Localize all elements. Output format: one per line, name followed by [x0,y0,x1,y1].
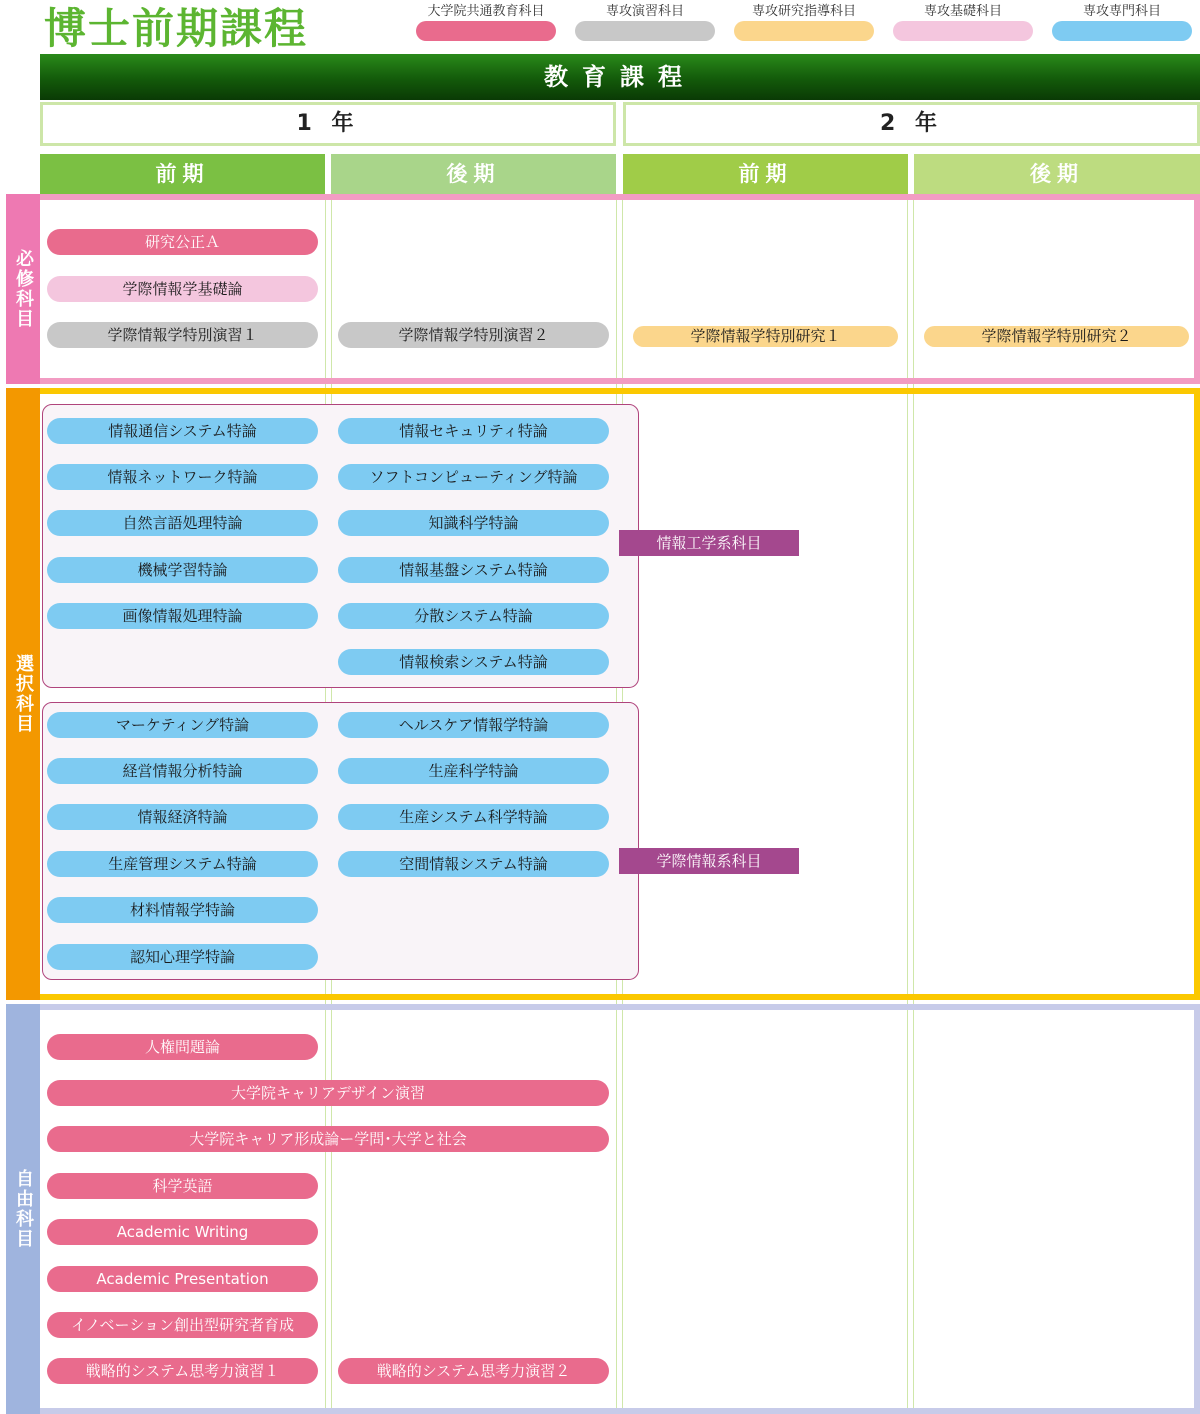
legend-label-specialized: 専攻専門科目 [1082,4,1161,19]
term-header-y2-first: 前期 [623,154,908,194]
legend-swatch-common [416,21,556,41]
course-human-rights: 人権問題論 [47,1034,318,1060]
course-healthcare-informatics: ヘルスケア情報学特論 [338,712,609,738]
term-header-y1-first: 前期 [40,154,325,194]
group-box-engineering [42,404,639,688]
section-frame-free [32,1004,1200,1414]
course-special-seminar-2: 学際情報学特別演習２ [338,322,609,348]
course-materials-informatics: 材料情報学特論 [47,897,318,923]
course-spatial-info-systems: 空間情報システム特論 [338,851,609,877]
page-title: 博士前期課程 [44,4,309,53]
course-strategic-systems-thinking-1: 戦略的システム思考力演習１ [47,1358,318,1384]
group-label-interdisciplinary: 学際情報系科目 [619,848,799,874]
course-science-english: 科学英語 [47,1173,318,1199]
legend-swatch-research [734,21,874,41]
course-career-formation: 大学院キャリア形成論ー学問･大学と社会 [47,1126,609,1152]
course-info-security: 情報セキュリティ特論 [338,418,609,444]
legend-swatch-basic [893,21,1033,41]
course-cognitive-psychology: 認知心理学特論 [47,944,318,970]
course-business-info-analysis: 経営情報分析特論 [47,758,318,784]
legend-swatch-specialized [1052,21,1192,41]
legend-label-common: 大学院共通教育科目 [427,4,545,19]
course-info-retrieval: 情報検索システム特論 [338,649,609,675]
curriculum-banner: 教育課程 [40,54,1200,100]
year-header-1: 1 年 [40,102,616,146]
course-production-science: 生産科学特論 [338,758,609,784]
course-info-comm-systems: 情報通信システム特論 [47,418,318,444]
course-special-research-1: 学際情報学特別研究１ [633,326,898,347]
legend-label-research: 専攻研究指導科目 [751,4,856,19]
course-strategic-systems-thinking-2: 戦略的システム思考力演習２ [338,1358,609,1384]
course-marketing: マーケティング特論 [47,712,318,738]
course-knowledge-science: 知識科学特論 [338,510,609,536]
course-special-seminar-1: 学際情報学特別演習１ [47,322,318,348]
course-machine-learning: 機械学習特論 [47,557,318,583]
course-production-management: 生産管理システム特論 [47,851,318,877]
section-label-elective: 選択科目 [6,388,40,1000]
legend-label-basic: 専攻基礎科目 [923,4,1002,19]
course-interdisciplinary-basics: 学際情報学基礎論 [47,276,318,302]
section-label-required: 必修科目 [6,194,40,384]
course-academic-writing: Academic Writing [47,1219,318,1245]
course-image-processing: 画像情報処理特論 [47,603,318,629]
course-info-networks: 情報ネットワーク特論 [47,464,318,490]
course-production-systems-science: 生産システム科学特論 [338,804,609,830]
course-research-integrity-a: 研究公正Ａ [47,229,318,255]
course-special-research-2: 学際情報学特別研究２ [924,326,1189,347]
legend-label-seminar: 専攻演習科目 [605,4,684,19]
group-label-engineering: 情報工学系科目 [619,530,799,556]
legend-swatch-seminar [575,21,715,41]
course-info-economics: 情報経済特論 [47,804,318,830]
course-info-infrastructure: 情報基盤システム特論 [338,557,609,583]
course-distributed-systems: 分散システム特論 [338,603,609,629]
section-label-free: 自由科目 [6,1004,40,1414]
term-header-y1-second: 後期 [331,154,616,194]
year-header-2: 2 年 [623,102,1200,146]
course-innovation-researcher: イノベーション創出型研究者育成 [47,1312,318,1338]
course-career-design: 大学院キャリアデザイン演習 [47,1080,609,1106]
course-soft-computing: ソフトコンピューティング特論 [338,464,609,490]
term-header-y2-second: 後期 [914,154,1200,194]
course-nlp: 自然言語処理特論 [47,510,318,536]
group-box-interdisciplinary [42,702,639,980]
course-academic-presentation: Academic Presentation [47,1266,318,1292]
